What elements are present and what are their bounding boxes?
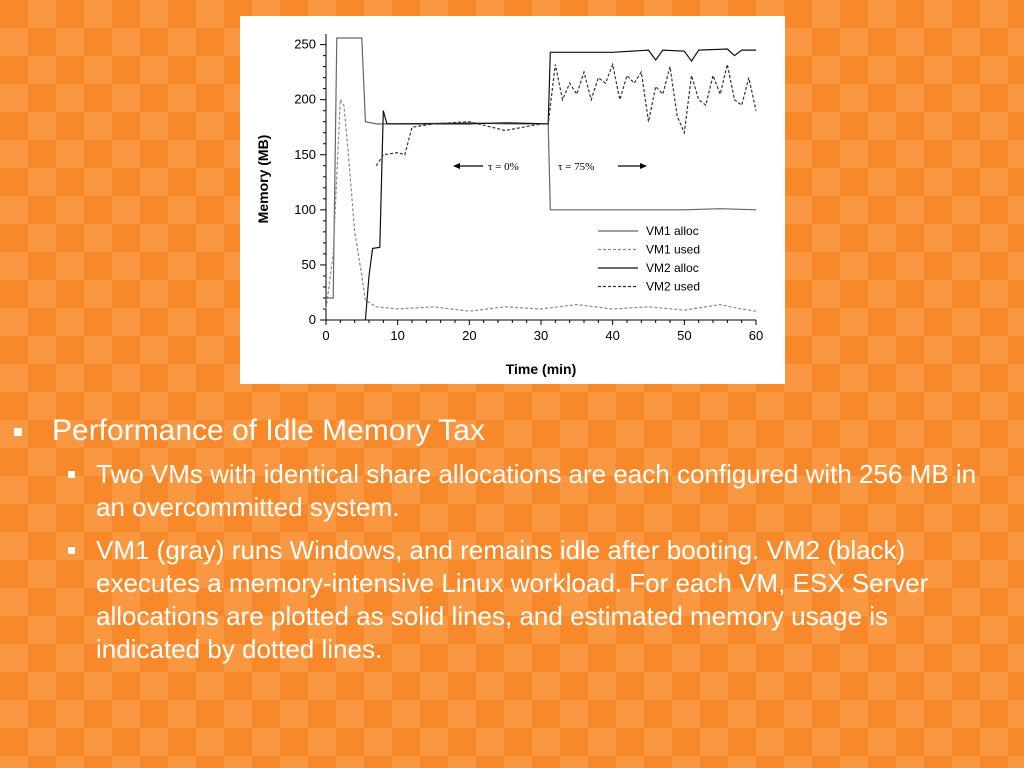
legend-label: VM1 used — [646, 242, 701, 257]
x-axis-title: Time (min) — [505, 361, 577, 377]
y-tick-label: 0 — [308, 312, 316, 327]
y-tick-label: 250 — [294, 36, 316, 52]
square-bullet-icon — [68, 547, 75, 554]
bullet-level2 — [96, 534, 991, 666]
y-tick-label: 200 — [294, 91, 316, 107]
legend-label: VM2 alloc — [646, 261, 699, 275]
bullet-level1 — [14, 412, 1014, 450]
memory-chart-svg — [240, 16, 785, 384]
bullet-level2-text: Two VMs with identical share allocations are each configured with 256 MB in an overcommitted system. — [96, 459, 977, 522]
memory-chart — [240, 16, 785, 384]
y-tick-label: 100 — [294, 201, 316, 217]
bullet-level2-text: VM1 (gray) runs Windows, and remains idle after booting. VM2 (black) executes a memory-intensive Linux workload. For each VM, ESX Server allocations are plotted as solid lines, and estimated memory usage is indicated by dotted lines. — [96, 535, 929, 664]
annotation-tau-75: τ = 75% — [558, 161, 595, 173]
x-tick-label: 50 — [677, 328, 692, 343]
legend-label: VM1 alloc — [646, 224, 699, 238]
x-tick-label: 10 — [390, 328, 405, 343]
left-arrow-icon — [453, 163, 460, 169]
square-bullet-icon — [14, 428, 22, 436]
x-tick-label: 20 — [462, 328, 477, 343]
right-arrow-icon — [640, 163, 647, 169]
x-tick-label: 60 — [748, 328, 764, 343]
legend-label: VM2 used — [646, 279, 701, 294]
series-line-vm2-used — [376, 64, 756, 165]
bullet-level1-text: Performance of Idle Memory Tax — [52, 414, 485, 447]
y-axis-title: Memory (MB) — [255, 134, 271, 224]
slide-bullets — [14, 412, 1014, 666]
x-tick-label: 30 — [533, 328, 549, 343]
y-tick-label: 50 — [301, 256, 316, 272]
bullet-level2 — [96, 458, 991, 524]
x-tick-label: 0 — [322, 328, 330, 343]
annotation-tau-0: τ = 0% — [488, 161, 519, 173]
x-tick-label: 40 — [605, 328, 620, 343]
y-tick-label: 150 — [294, 146, 316, 162]
square-bullet-icon — [68, 471, 75, 478]
